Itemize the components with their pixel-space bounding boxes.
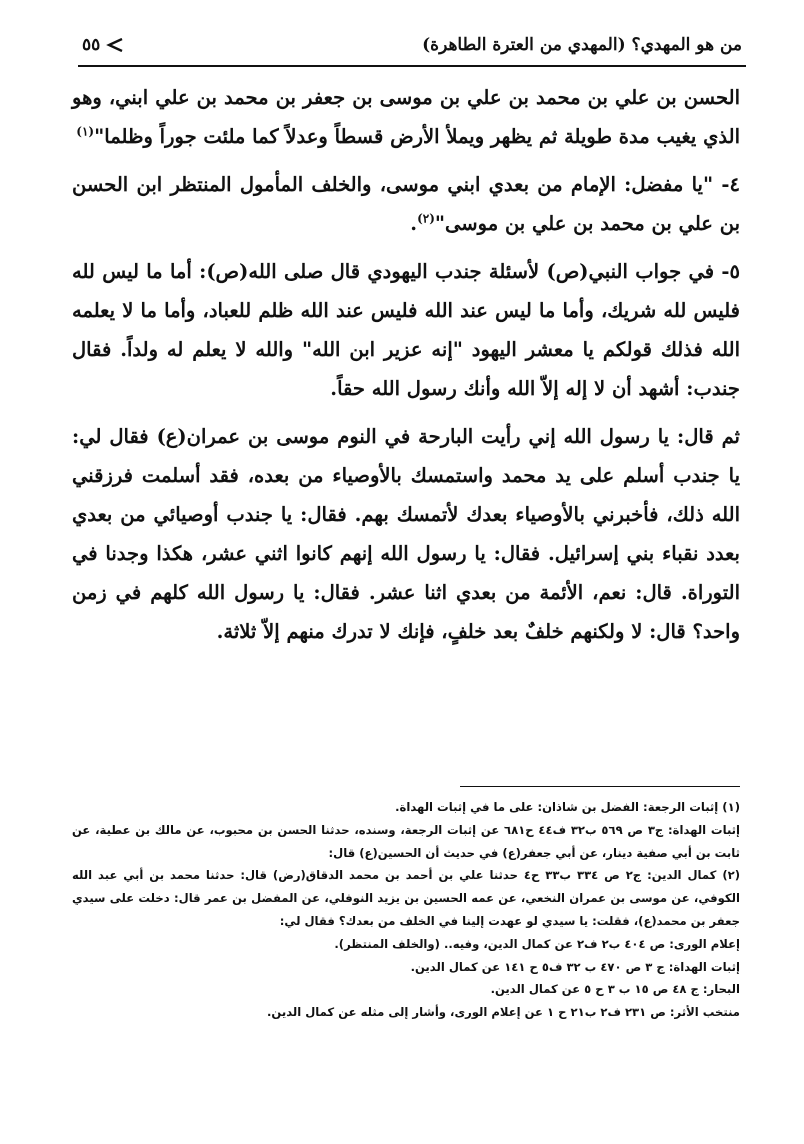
- paragraph-2: [72, 165, 740, 243]
- page-number: ٥٥: [82, 35, 101, 55]
- footnote-line: إثبات الهداة: ج ٣ ص ٤٧٠ ب ٣٢ ف٥ ح ١٤١ عن كمال الدين.: [410, 959, 740, 974]
- paragraph-3: ٥- في جواب النبي(ص) لأسئلة جندب اليهودي قال صلى الله(ص): أما ما ليس لله فليس لله شريك، وأما ما ليس عند الله فليس عند الله ظلم للعباد، وأما ما لا يعلمه الله فذلك قولكم يا معشر اليهود "إنه عزير ابن الله" والله لا يعلم له ولداً. فقال جندب: أشهد أن لا إله إلاّ الله وأنك رسول الله حقاً.: [72, 260, 740, 400]
- footnote-ref-1: (١): [76, 124, 95, 139]
- footnote-ref-2: (٢): [417, 211, 435, 226]
- page-number-block: [82, 35, 124, 55]
- footnote-line: إثبات الهداة: ج٣ ص ٥٦٩ ب٣٢ ف٤٤ ح٦٨١ عن إثبات الرجعة، وسنده، حدثنا الحسن بن محبوب، عن مالك بن عطية، عن ثابت بن أبي صفية دينار، عن أبي جعفر(ع) في حديث أن الحسين(ع) قال:: [72, 822, 740, 860]
- main-text: [72, 78, 740, 660]
- header-rule: [78, 65, 746, 67]
- footnote-rule: [460, 786, 740, 787]
- running-header: [82, 30, 742, 60]
- running-title: من هو المهدي؟ (المهدي من العترة الطاهرة): [422, 35, 742, 55]
- page-number-marker-icon: [106, 38, 124, 52]
- paragraph-2-end: .: [410, 212, 418, 235]
- paragraph-1: [72, 78, 740, 156]
- paragraph-4: ثم قال: يا رسول الله إني رأيت البارحة في النوم موسى بن عمران(ع) فقال لي: يا جندب أسلم على يد محمد واستمسك بالأوصياء من بعده، فقد أسلمت فرزقني الله ذلك، فأخبرني بالأوصياء بعدك لأتمسك بهم. فقال: يا جندب أوصيائي من بعدي بعدد نقباء بني إسرائيل. فقال: يا رسول الله إنهم كانوا اثني عشر، هكذا وجدنا في التوراة. قال: نعم، الأئمة من بعدي اثنا عشر. فقال: يا رسول الله كلهم في زمن واحد؟ قال: لا ولكنهم خلفٌ بعد خلفٍ، فإنك لا تدرك منهم إلاّ ثلاثة.: [72, 425, 740, 643]
- footnotes: [72, 796, 740, 1024]
- footnote-line: (٢) كمال الدين: ج٢ ص ٣٣٤ ب٣٣ ح٤ حدثنا علي بن أحمد بن محمد الدقاق(رض) قال: حدثنا محمد بن أبي عبد الله الكوفي، عن موسى بن عمران النخعي، عن عمه الحسين بن يزيد النوفلي، عن المفضل بن عمر قال: دخلت على سيدي جعفر بن محمد(ع)، فقلت: يا سيدي لو عهدت إلينا في الخلف من بعدك؟ فقال لي:: [72, 868, 741, 928]
- footnote-line: (١) إثبات الرجعة: الفضل بن شاذان: على ما في إثبات الهداة.: [395, 800, 740, 814]
- footnote-line: منتخب الأثر: ص ٢٣١ ف٢ ب٢١ ح ١ عن إعلام الورى، وأشار إلى مثله عن كمال الدين.: [267, 1005, 740, 1020]
- paragraph-1-text: الحسن بن علي بن محمد بن علي بن موسى بن جعفر بن محمد بن علي ابني، وهو الذي يغيب مدة طويلة ثم يظهر ويملأ الأرض قسطاً وعدلاً كما ملئت جوراً وظلما": [72, 86, 740, 148]
- paragraph-2-text: ٤- "يا مفضل: الإمام من بعدي ابني موسى، والخلف المأمول المنتظر ابن الحسن بن علي بن محمد بن علي بن موسى": [72, 173, 740, 235]
- footnote-line: البحار: ج ٤٨ ص ١٥ ب ٣ ح ٥ عن كمال الدين.: [490, 982, 740, 997]
- footnote-line: إعلام الورى: ص ٤٠٤ ب٢ ف٢ عن كمال الدين، وفيه.. (والخلف المنتظر).: [334, 936, 740, 951]
